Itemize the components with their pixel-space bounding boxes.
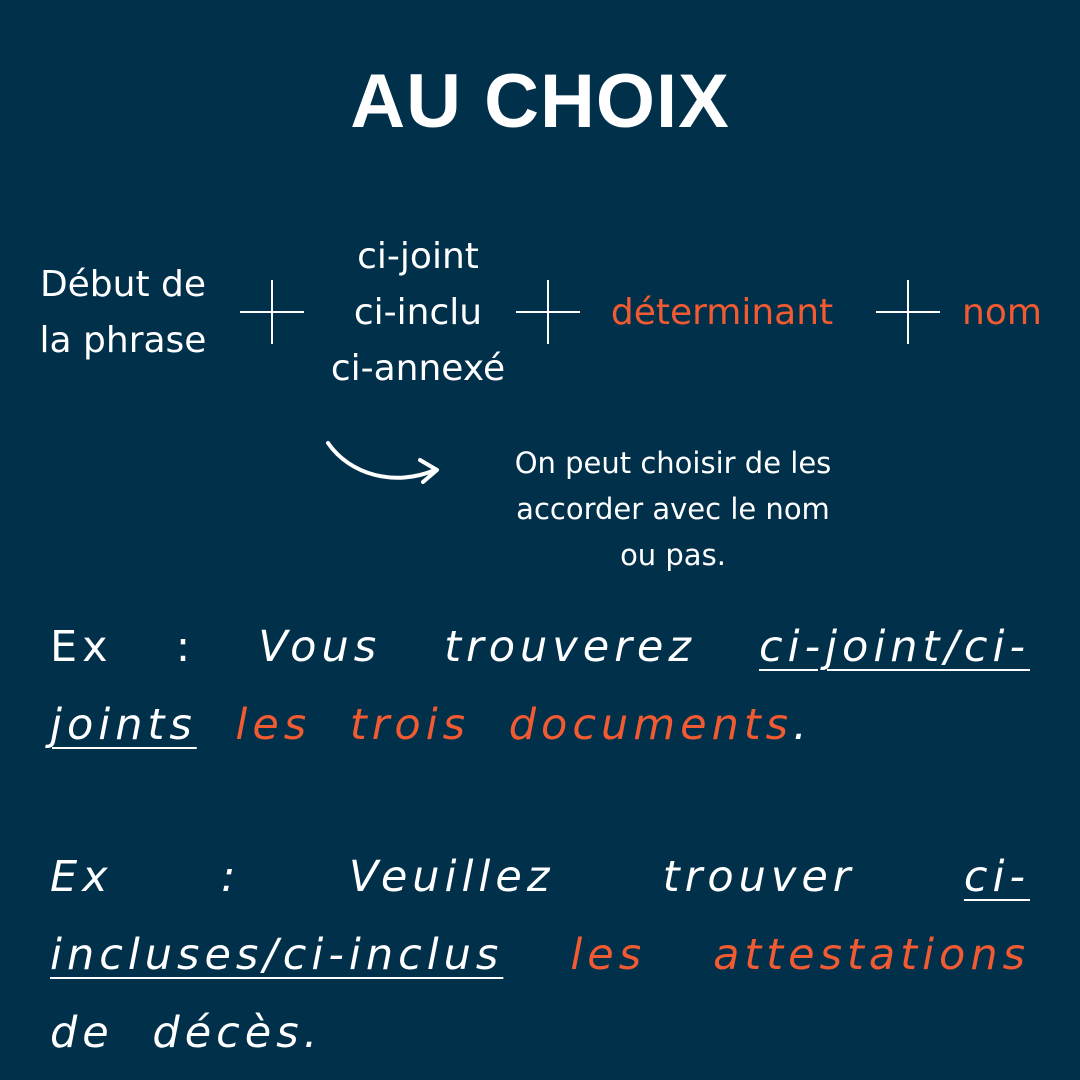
plus-icon <box>516 280 580 344</box>
plus-icon <box>240 280 304 344</box>
example-after: de décès. <box>50 1008 323 1058</box>
sentence-start-line2: la phrase <box>39 320 207 361</box>
note-line1: On peut choisir de les <box>514 446 832 480</box>
example-1 <box>50 608 1030 764</box>
sentence-start-line1: Début de <box>39 264 207 305</box>
note-line3: ou pas. <box>620 538 726 572</box>
noun-label: nom <box>962 292 1042 333</box>
example-before: Vous trouverez <box>258 622 759 672</box>
page-title: AU CHOIX <box>350 59 730 144</box>
plus-icon <box>876 280 940 344</box>
option-ci-joint: ci-joint <box>357 236 479 277</box>
example-highlight: les trois documents <box>235 700 794 750</box>
option-ci-annexe: ci-annexé <box>330 348 506 389</box>
example-after: . <box>793 700 812 750</box>
agreement-note <box>480 440 866 578</box>
example-2 <box>50 838 1030 1072</box>
curved-arrow-icon <box>320 435 450 495</box>
example-prefix: Ex : <box>50 852 349 902</box>
sentence-start-label <box>18 257 228 369</box>
determinant-label: déterminant <box>610 292 834 333</box>
example-underlined: ci-incluses/ci-inclus <box>50 852 1030 980</box>
example-prefix: Ex : <box>50 622 259 672</box>
example-underlined: ci-joint/ci-joints <box>50 622 1030 750</box>
ci-options-list <box>308 229 528 397</box>
example-highlight: les attestations <box>570 930 1030 980</box>
example-before: Veuillez trouver <box>348 852 964 902</box>
note-line2: accorder avec le nom <box>516 492 830 526</box>
option-ci-inclu: ci-inclu <box>353 292 483 333</box>
